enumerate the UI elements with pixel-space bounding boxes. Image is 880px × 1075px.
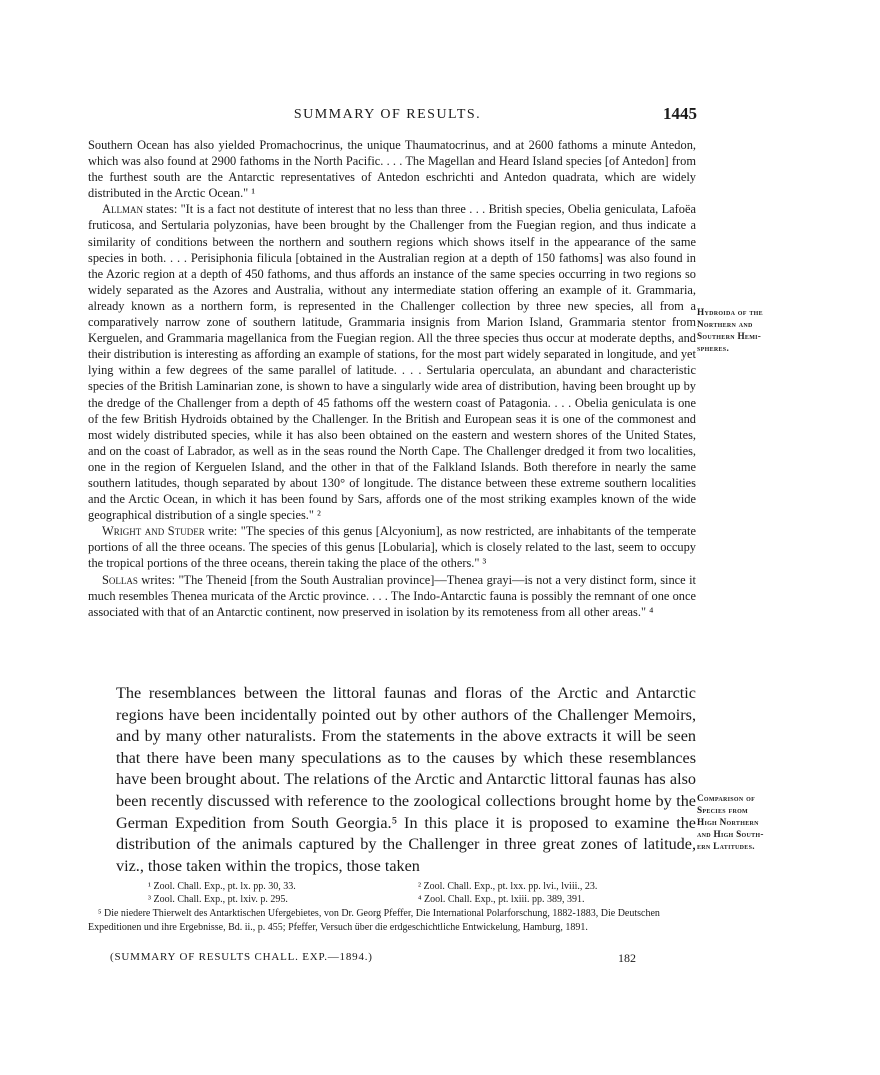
- main-text-block: [116, 683, 696, 877]
- margin-note-line: and High South-: [697, 829, 764, 839]
- page-number: 1445: [663, 104, 697, 123]
- author-sollas: Sollas: [102, 572, 138, 587]
- margin-note-line: Species from: [697, 805, 749, 815]
- extract-paragraph-1: Southern Ocean has also yielded Promachocrinus, the unique Thaumatocrinus, and at 2600 fathoms a minute Antedon, which was also found at 2900 fathoms in the North Pacific. . . . The Magellan and Heard Island species [of Antedon] from the furthest south are the Antarctic representatives of Antedon eschrichti and Antedon quadrata, which are widely distributed in the Arctic Ocean." ¹: [88, 138, 696, 201]
- footnotes: [88, 880, 696, 934]
- running-title: SUMMARY OF RESULTS.: [293, 107, 482, 122]
- margin-note-line: ern Latitudes.: [697, 841, 755, 851]
- sollas-quote: writes: "The Theneid [from the South Australian province]—Thenea grayi—is not a very distinct form, since it much resembles Thenea muricata of the Arctic province. . . . The Indo-Antarctic fauna is possibly the remnant of one once associated with that of an Antarctic continent, now preserved in isolation by its remoteness from all other areas." ⁴: [88, 572, 696, 619]
- allman-quote: states: "It is a fact not destitute of interest that no less than three . . . British species, Obelia geniculata, Lafoëa fruticosa, and Sertularia polyzonias, have been brought by the Challenger from the Fuegian region, and thus indicate a similarity of conditions between the northern and southern regions which shows itself in the appearance of the same species in both. . . . Perisiphonia filicula [obtained in the Australian region at a depth of 150 fathoms] was also found in the Azoric region at a depth of 450 fathoms, and thus affords an instance of the same species occurring in two regions so widely separated as the Azores and Australia, without any intermediate station offering an example of it. Grammaria, already known as a northern form, is represented in the Challenger collection by three new species, all from a comparatively narrow zone of southern latitude, Grammaria insignis from Marion Island, Grammaria stentor from Kerguelen, and Grammaria magellanica from the Fuegian region. All the three species thus occur at moderate depths, and their distribution is interesting as affording an example of stations, for the most part widely separated in longitude, and yet lying within a few degrees of the same parallel of latitude. . . . Sertularia operculata, an abundant and characteristic species of the British Laminarian zone, is shown to have a singularly wide area of distribution, having been brought up by the dredge of the Challenger from a depth of 45 fathoms off the western coast of Patagonia. . . . Obelia geniculata is one of the few British Hydroids obtained by the Challenger. In the British and European seas it is one of the commonest and most widely distributed species, while it has also been obtained on the eastern and western shores of the United States, and on the coast of Labrador, as well as in the seas round the North Cape. The Challenger dredged it from two localities, one in the region of Kerguelen Island, and the other in that of the Falkland Islands. Both therefore in nearly the same southern latitudes, though separated by about 130° of longitude. The distance between these extreme southern localities and the Arctic Ocean, in which it has been found by Sars, affords one of the most striking examples known of the wide geographical distribution of a single species." ²: [88, 202, 696, 523]
- wright-studer-quote: write: "The species of this genus [Alcyonium], as now restricted, are inhabitants of the temperate portions of all the three oceans. The species of this genus [Lobularia], which is closely related to the last, seem to occupy the tropical portions of the three oceans, therein taking the place of the others." ³: [88, 524, 696, 571]
- margin-note-line: Comparison of: [697, 793, 756, 803]
- author-wright-studer: Wright and Studer: [102, 524, 205, 539]
- footnote-4: ⁴ Zool. Chall. Exp., pt. lxiii. pp. 389, 391.: [418, 894, 585, 906]
- extract-paragraph-sollas: [88, 572, 696, 620]
- footer-signature: (SUMMARY OF RESULTS CHALL. EXP.—1894.): [110, 951, 373, 963]
- footnote-5: ⁵ Die niedere Thierwelt des Antarktischen Ufergebietes, von Dr. Georg Pfeffer, Die International Polarforschung, 1882-1883, Die Deutschen Expeditionen und ihre Ergebnisse, Bd. ii., p. 455; Pfeffer, Versuch über die erdgeschichtliche Entwickelung, Hamburg, 1891.: [88, 908, 660, 933]
- margin-note-comparison: [697, 792, 764, 852]
- margin-note-line: spheres.: [697, 343, 730, 353]
- footnote-3: ³ Zool. Chall. Exp., pt. lxiv. p. 295.: [148, 894, 288, 906]
- extracts-block: [88, 137, 696, 620]
- author-allman: Allman: [102, 202, 143, 217]
- margin-note-line: Southern Hemi-: [697, 331, 762, 341]
- extract-paragraph-wright-studer: [88, 523, 696, 571]
- footnote-1: ¹ Zool. Chall. Exp., pt. lx. pp. 30, 33.: [148, 881, 296, 892]
- margin-note-hydroida: [697, 306, 763, 354]
- margin-note-line: Northern and: [697, 319, 753, 329]
- footnotes-grid: [148, 880, 696, 906]
- footnote-2: ² Zool. Chall. Exp., pt. lxx. pp. lvi., lviii., 23.: [418, 881, 598, 892]
- main-paragraph: The resemblances between the littoral faunas and floras of the Arctic and Antarctic regions have been incidentally pointed out by other authors of the Challenger Memoirs, and by many other naturalists. From the statements in the above extracts it will be seen that there have been many speculations as to the causes by which these resemblances have been brought about. The relations of the Arctic and Antarctic littoral faunas has also been recently discussed with reference to the zoological collections brought home by the German Expedition from South Georgia.⁵ In this place it is proposed to examine the distribution of the animals captured by the Challenger in three great zones of latitude, viz., those taken within the tropics, those taken: [116, 684, 696, 875]
- margin-note-line: Hydroida of the: [697, 307, 763, 317]
- footer-sheet-number: 182: [618, 951, 636, 965]
- margin-note-line: High Northern: [697, 817, 759, 827]
- extract-paragraph-allman: [88, 201, 696, 523]
- page-header: [80, 104, 697, 127]
